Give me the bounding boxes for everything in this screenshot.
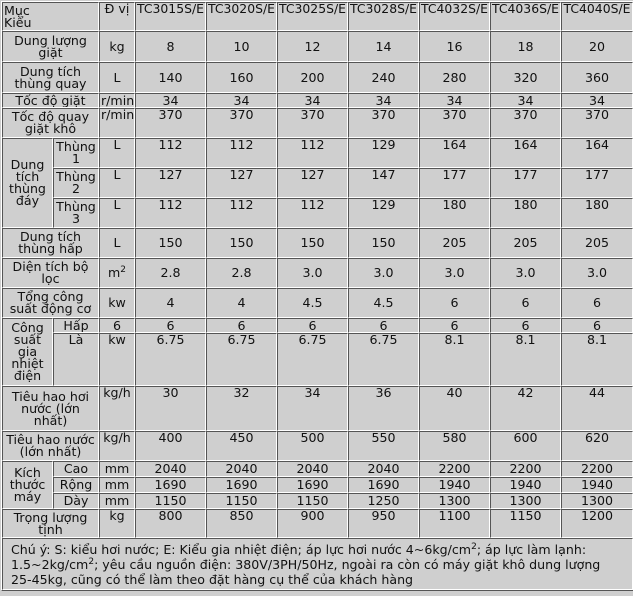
spec-table [1, 1, 633, 591]
row-label: Tốc độ quay giặt khô [2, 108, 99, 138]
value-cell: 1940 [490, 477, 561, 493]
footnote-part-3: ; yêu cầu nguồn điện: 380V/3PH/50Hz, ngoài ra còn có máy giặt khô dung lượng 25-45kg, cũng có thể làm theo đặt hàng cụ thể của khách hàng [11, 556, 601, 587]
model-header: TC3028S/E [348, 2, 419, 31]
row-label: Dung lượng giặt [2, 31, 99, 62]
value-cell: 36 [348, 386, 419, 431]
footnote-part-1: Chú ý: S: kiểu hơi nước; E: Kiểu gia nhiệt điện; áp lực hơi nước 4~6kg/cm [11, 541, 472, 557]
value-cell: 180 [490, 198, 561, 228]
value-cell: 34 [277, 386, 348, 431]
value-cell: 34 [348, 93, 419, 108]
value-cell: 360 [561, 62, 633, 93]
value-cell: 3.0 [277, 258, 348, 288]
unit-cell: r/min [99, 108, 135, 138]
value-cell: 6.75 [206, 333, 277, 386]
row-spin-speed [2, 108, 633, 138]
footnote [2, 538, 633, 590]
value-cell: 3.0 [348, 258, 419, 288]
row-sub-label: Dày [53, 493, 99, 509]
value-cell: 34 [561, 93, 633, 108]
row-tank-3 [2, 198, 633, 228]
row-tank-1 [2, 138, 633, 168]
value-cell: 6 [419, 288, 490, 318]
value-cell: 177 [561, 168, 633, 198]
value-cell: 6 [348, 318, 419, 333]
value-cell: 850 [206, 509, 277, 538]
unit-cell: kw [99, 288, 135, 318]
value-cell: 20 [561, 31, 633, 62]
value-cell: 240 [348, 62, 419, 93]
value-cell: 6 [135, 318, 206, 333]
value-cell: 370 [490, 108, 561, 138]
value-cell: 2040 [277, 461, 348, 477]
row-drum-volume [2, 62, 633, 93]
value-cell: 180 [419, 198, 490, 228]
value-cell: 140 [135, 62, 206, 93]
value-cell: 2.8 [206, 258, 277, 288]
row-label: Diện tích bộ lọc [2, 258, 99, 288]
value-cell: 6 [561, 288, 633, 318]
row-label: Tổng công suất động cơ [2, 288, 99, 318]
row-heat-steam [2, 318, 633, 333]
value-cell: 550 [348, 431, 419, 461]
value-cell: 112 [277, 138, 348, 168]
value-cell: 8.1 [490, 333, 561, 386]
unit-cell: L [99, 228, 135, 258]
value-cell: 6 [490, 318, 561, 333]
unit-cell: kw [99, 333, 135, 386]
value-cell: 164 [490, 138, 561, 168]
value-cell: 6 [419, 318, 490, 333]
row-steam-tank [2, 228, 633, 258]
value-cell: 14 [348, 31, 419, 62]
value-cell: 370 [419, 108, 490, 138]
row-group-label: Công suất gia nhiệt điện [2, 318, 53, 386]
row-label: Dung tích thùng hấp [2, 228, 99, 258]
value-cell: 620 [561, 431, 633, 461]
value-cell: 2200 [419, 461, 490, 477]
value-cell: 34 [419, 93, 490, 108]
value-cell: 1150 [206, 493, 277, 509]
value-cell: 150 [277, 228, 348, 258]
row-water-max [2, 431, 633, 461]
value-cell: 177 [419, 168, 490, 198]
row-heat-iron [2, 333, 633, 386]
row-label: Tiêu hao nước (lớn nhất) [2, 431, 99, 461]
value-cell: 1250 [348, 493, 419, 509]
row-wash-speed [2, 93, 633, 108]
value-cell: 6.75 [135, 333, 206, 386]
row-sub-label: Thùng 1 [53, 138, 99, 168]
value-cell: 112 [135, 138, 206, 168]
row-label: Tốc độ giặt [2, 93, 99, 108]
value-cell: 3.0 [561, 258, 633, 288]
value-cell: 40 [419, 386, 490, 431]
unit-cell: L [99, 168, 135, 198]
model-header: TC3025S/E [277, 2, 348, 31]
value-cell: 112 [206, 198, 277, 228]
row-filter-area [2, 258, 633, 288]
spec-table-body [2, 2, 633, 590]
value-cell: 34 [277, 93, 348, 108]
value-cell: 129 [348, 198, 419, 228]
model-header: TC4040S/E [561, 2, 633, 31]
value-cell: 1150 [490, 509, 561, 538]
value-cell: 370 [561, 108, 633, 138]
model-header: TC4032S/E [419, 2, 490, 31]
value-cell: 580 [419, 431, 490, 461]
value-cell: 950 [348, 509, 419, 538]
value-cell: 2040 [348, 461, 419, 477]
value-cell: 42 [490, 386, 561, 431]
model-header: TC4036S/E [490, 2, 561, 31]
value-cell: 1100 [419, 509, 490, 538]
value-cell: 127 [206, 168, 277, 198]
value-cell: 320 [490, 62, 561, 93]
value-cell: 32 [206, 386, 277, 431]
unit-cell: r/min [101, 93, 135, 108]
value-cell: 500 [277, 431, 348, 461]
value-cell: 900 [277, 509, 348, 538]
value-cell: 18 [490, 31, 561, 62]
value-cell: 164 [419, 138, 490, 168]
value-cell: 150 [206, 228, 277, 258]
corner-top-label: Mục [4, 2, 30, 18]
value-cell: 164 [561, 138, 633, 168]
value-cell: 1150 [135, 493, 206, 509]
value-cell: 6 [561, 318, 633, 333]
value-cell: 800 [135, 509, 206, 538]
value-cell: 127 [135, 168, 206, 198]
value-cell: 2040 [206, 461, 277, 477]
footnote-sup-1: 2 [471, 541, 477, 552]
value-cell: 127 [277, 168, 348, 198]
value-cell: 6.75 [348, 333, 419, 386]
value-cell: 450 [206, 431, 277, 461]
row-sub-label: Hấp [53, 318, 99, 333]
value-cell: 6.75 [277, 333, 348, 386]
value-cell: 180 [561, 198, 633, 228]
value-cell: 12 [277, 31, 348, 62]
value-cell: 150 [135, 228, 206, 258]
value-cell: 44 [561, 386, 633, 431]
row-group-label: Dung tích thùng đáy [2, 138, 53, 228]
row-net-weight [2, 509, 633, 538]
unit-cell: mm [99, 477, 135, 493]
value-cell: 112 [206, 138, 277, 168]
row-dim-width [2, 477, 633, 493]
value-cell: 200 [277, 62, 348, 93]
row-dim-height [2, 461, 633, 477]
unit-cell: 6 [99, 318, 135, 333]
value-cell: 34 [135, 93, 206, 108]
value-cell: 16 [419, 31, 490, 62]
value-cell: 4 [135, 288, 206, 318]
unit-cell [99, 258, 135, 288]
value-cell: 112 [277, 198, 348, 228]
row-dim-depth [2, 493, 633, 509]
footnote-part-2: ; áp lực làm lạnh: 1.5~2kg/cm [11, 541, 587, 572]
value-cell: 30 [135, 386, 206, 431]
value-cell: 10 [206, 31, 277, 62]
row-sub-label: Cao [53, 461, 99, 477]
value-cell: 8 [135, 31, 206, 62]
value-cell: 112 [135, 198, 206, 228]
value-cell: 370 [135, 108, 206, 138]
unit-cell: kg/h [99, 386, 135, 431]
value-cell: 1940 [419, 477, 490, 493]
value-cell: 1200 [561, 509, 633, 538]
value-cell: 3.0 [490, 258, 561, 288]
footnote-sup-2: 2 [88, 556, 95, 567]
unit-header: Đ vị [99, 2, 135, 31]
value-cell: 8.1 [419, 333, 490, 386]
value-cell: 6 [490, 288, 561, 318]
value-cell: 1300 [419, 493, 490, 509]
value-cell: 34 [490, 93, 561, 108]
value-cell: 205 [561, 228, 633, 258]
model-header: TC3020S/E [206, 2, 277, 31]
model-header: TC3015S/E [135, 2, 206, 31]
corner-header-cell [2, 2, 99, 31]
value-cell: 150 [348, 228, 419, 258]
value-cell: 1690 [348, 477, 419, 493]
value-cell: 1300 [561, 493, 633, 509]
value-cell: 1690 [206, 477, 277, 493]
value-cell: 6 [277, 318, 348, 333]
row-steam-max [2, 386, 633, 431]
unit-cell: mm [99, 461, 135, 477]
value-cell: 4.5 [277, 288, 348, 318]
value-cell: 205 [490, 228, 561, 258]
row-sub-label: Thùng 3 [53, 198, 99, 228]
value-cell: 8.1 [561, 333, 633, 386]
value-cell: 280 [419, 62, 490, 93]
unit-superscript: 2 [120, 264, 126, 275]
value-cell: 2040 [135, 461, 206, 477]
value-cell: 600 [490, 431, 561, 461]
value-cell: 129 [348, 138, 419, 168]
value-cell: 34 [206, 93, 277, 108]
row-note [2, 538, 633, 590]
corner-bottom-label: Kiểu [4, 14, 32, 30]
value-cell: 177 [490, 168, 561, 198]
unit-base: m [107, 265, 121, 280]
value-cell: 400 [135, 431, 206, 461]
value-cell: 370 [277, 108, 348, 138]
row-label: Dung tích thùng quay [2, 62, 99, 93]
value-cell: 2200 [490, 461, 561, 477]
unit-cell: kg [99, 31, 135, 62]
value-cell: 370 [206, 108, 277, 138]
value-cell: 6 [206, 318, 277, 333]
unit-cell: L [99, 138, 135, 168]
value-cell: 205 [419, 228, 490, 258]
value-cell: 147 [348, 168, 419, 198]
row-tank-2 [2, 168, 633, 198]
unit-cell: mm [99, 493, 135, 509]
row-label: Trọng lượng tịnh [2, 509, 99, 538]
value-cell: 160 [206, 62, 277, 93]
row-sub-label: Rộng [53, 477, 99, 493]
value-cell: 370 [348, 108, 419, 138]
value-cell: 2200 [561, 461, 633, 477]
row-label: Tiêu hao hơi nước (lớn nhất) [2, 386, 99, 431]
unit-cell: L [99, 198, 135, 228]
value-cell: 4.5 [348, 288, 419, 318]
unit-cell: L [99, 62, 135, 93]
row-motor-power [2, 288, 633, 318]
value-cell: 1690 [135, 477, 206, 493]
row-sub-label: Là [53, 333, 99, 386]
unit-cell: kg [99, 509, 135, 538]
value-cell: 1690 [277, 477, 348, 493]
row-group-label: Kích thước máy [2, 461, 53, 509]
value-cell: 2.8 [135, 258, 206, 288]
row-sub-label: Thùng 2 [53, 168, 99, 198]
value-cell: 1300 [490, 493, 561, 509]
value-cell: 3.0 [419, 258, 490, 288]
value-cell: 4 [206, 288, 277, 318]
value-cell: 1150 [277, 493, 348, 509]
header-row [2, 2, 633, 31]
value-cell: 1940 [561, 477, 633, 493]
unit-cell: kg/h [99, 431, 135, 461]
row-capacity [2, 31, 633, 62]
